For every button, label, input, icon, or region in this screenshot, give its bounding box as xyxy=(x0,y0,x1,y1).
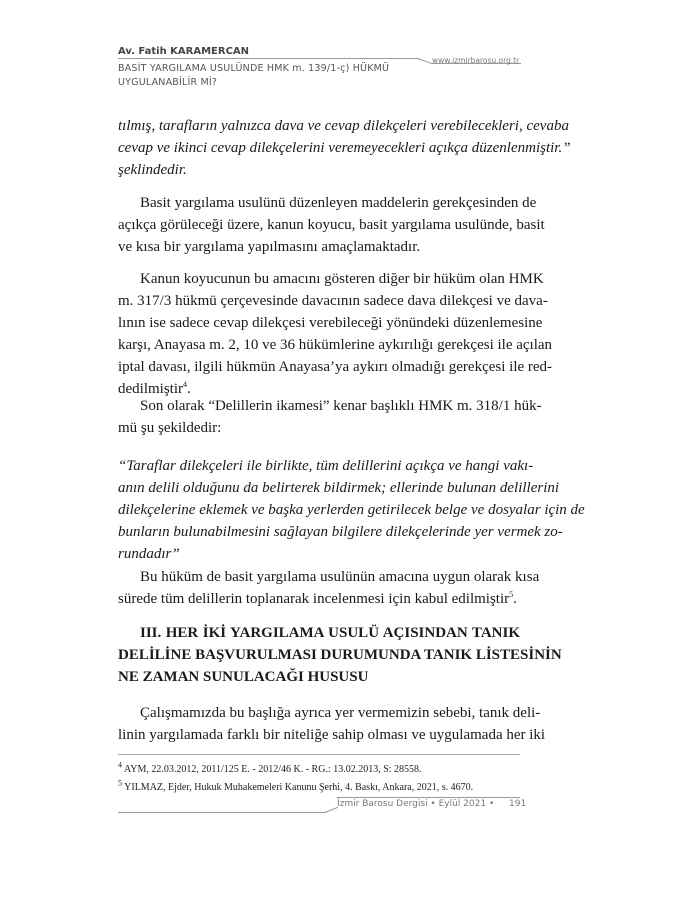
footnote-divider xyxy=(118,754,520,755)
header-title xyxy=(118,62,389,90)
footnote-number: 4 xyxy=(118,760,122,770)
text-line: linin yargılamada farklı bir niteliğe sahip olması ve uygulamada her iki xyxy=(118,727,546,743)
header-author: Av. Fatih KARAMERCAN xyxy=(118,46,250,57)
text: dedilmiştir xyxy=(118,381,183,397)
text-line xyxy=(118,588,520,610)
footer-rule xyxy=(118,812,326,813)
footer-rule-top xyxy=(337,797,520,798)
footnote-number: 5 xyxy=(118,778,122,788)
footnote-ref[interactable]: 4 xyxy=(183,380,187,389)
header-rule-slant xyxy=(418,58,431,64)
text: . xyxy=(187,381,191,397)
text-line: karşı, Anayasa m. 2, 10 ve 36 hükümlerine aykırılığı gerekçesi ile açılan xyxy=(118,337,553,353)
header-title-line: UYGULANABİLİR Mİ? xyxy=(118,77,218,88)
page-number: 191 xyxy=(509,799,527,809)
text-line: açıkça görüleceği üzere, kanun koyucu, basit yargılama usulünde, basit xyxy=(118,217,545,233)
header-title-line: BASİT YARGILAMA USULÜNDE HMK m. 139/1-ç) HÜKMÜ xyxy=(118,63,390,74)
text-line: şeklindedir. xyxy=(118,162,187,178)
text-line: Basit yargılama usulünü düzenleyen maddelerin gerekçesinden de xyxy=(140,195,537,211)
header-website[interactable]: www.izmirbarosu.org.tr xyxy=(432,56,520,65)
footer-journal: İzmir Barosu Dergisi • Eylül 2021 • xyxy=(337,799,495,809)
text-line: anın delili olduğunu da belirterek bildirmek; ellerinde bulunan delillerini xyxy=(118,480,560,496)
text-line: rundadır” xyxy=(118,546,180,562)
section-heading xyxy=(118,622,562,688)
text-line: bunların bulunabilmesini sağlayan bilgilere dilekçelerinde yer vermek zo- xyxy=(118,524,563,540)
footnote-text: YILMAZ, Ejder, Hukuk Muhakemeleri Kanunu Şerhi, 4. Baskı, Ankara, 2021, s. 4670. xyxy=(124,782,474,793)
paragraph-2 xyxy=(118,192,545,258)
text: sürede tüm delillerin toplanarak incelenmesi için kabul edilmiştir xyxy=(118,591,510,607)
heading-line: NE ZAMAN SUNULACAĞI HUSUSU xyxy=(118,669,369,685)
text-line: m. 317/3 hükmü çerçevesinde davacının sadece dava dilekçesi ve dava- xyxy=(118,293,548,309)
text-line: Çalışmamızda bu başlığa ayrıca yer vermemizin sebebi, tanık deli- xyxy=(140,705,541,721)
text: . xyxy=(513,591,517,607)
paragraph-1 xyxy=(118,115,571,181)
footnote-ref[interactable]: 5 xyxy=(509,590,514,599)
paragraph-3 xyxy=(118,268,553,400)
text-line: mü şu şekildedir: xyxy=(118,420,222,436)
text-line: cevap ve ikinci cevap dilekçelerini veremeyecekleri açıkça düzenlenmiştir.” xyxy=(118,140,571,156)
text-line: lının ise sadece cevap dilekçesi verebileceği yönündeki düzenlemesine xyxy=(118,315,543,331)
text-line: ve kısa bir yargılama yapılmasını amaçlamaktadır. xyxy=(118,239,421,255)
text-line: iptal davası, ilgili hükmün Anayasa’ya aykırı olmadığı gerekçesi ile red- xyxy=(118,359,553,375)
heading-line: DELİLİNE BAŞVURULMASI DURUMUNDA TANIK LİSTESİNİN xyxy=(118,647,562,663)
text-line: tılmış, tarafların yalnızca dava ve cevap dilekçeleri verebilecekleri, cevaba xyxy=(118,118,569,134)
paragraph-6 xyxy=(118,702,546,746)
paragraph-4 xyxy=(118,395,542,439)
header-rule xyxy=(118,58,418,59)
footnote-4 xyxy=(118,760,422,775)
text-line: Kanun koyucunun bu amacını gösteren diğer bir hüküm olan HMK xyxy=(140,271,544,287)
text-line: “Taraflar dilekçeleri ile birlikte, tüm delillerini açıkça ve hangi vakı- xyxy=(118,458,534,474)
text-line: dilekçelerine eklemek ve başka yerlerden getirilecek belge ve dosyalar için de xyxy=(118,502,585,518)
block-quote xyxy=(118,455,585,565)
heading-line: III. HER İKİ YARGILAMA USULÜ AÇISINDAN TANIK xyxy=(140,625,520,641)
paragraph-5 xyxy=(118,566,540,610)
text-line: Bu hüküm de basit yargılama usulünün amacına uygun olarak kısa xyxy=(140,569,540,585)
text-line: Son olarak “Delillerin ikamesi” kenar başlıklı HMK m. 318/1 hük- xyxy=(140,398,542,414)
footnote-text: AYM, 22.03.2012, 2011/125 E. - 2012/46 K. - RG.: 13.02.2013, S: 28558. xyxy=(123,764,422,775)
footnote-5 xyxy=(118,778,474,793)
